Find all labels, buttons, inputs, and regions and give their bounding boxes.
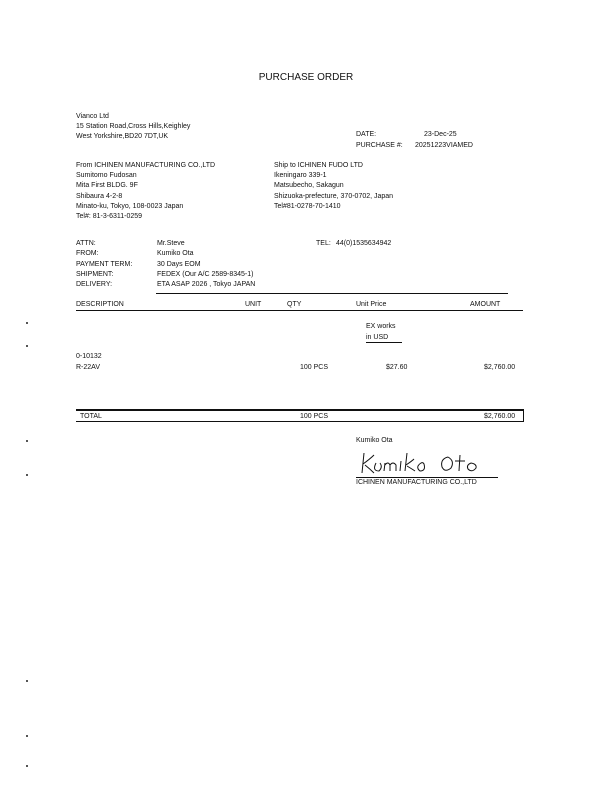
scan-speck <box>26 474 28 476</box>
from-line: Shibaura 4-2-8 <box>76 193 123 200</box>
total-right-edge <box>523 409 524 422</box>
shipment-label: SHIPMENT: <box>76 271 114 278</box>
ship-to-line: Ship to ICHINEN FUDO LTD <box>274 162 363 169</box>
ship-to-line: Shizuoka-prefecture, 370-0702, Japan <box>274 193 394 200</box>
ship-to-line: Matsubecho, Sakagun <box>274 182 344 189</box>
tel-label: TEL: <box>316 240 331 247</box>
header-bottom-rule <box>76 310 523 311</box>
scan-speck <box>26 440 28 442</box>
scan-speck <box>26 735 28 737</box>
currency-note: in USD <box>366 334 389 341</box>
from-line: From ICHINEN MANUFACTURING CO.,LTD <box>76 162 216 169</box>
total-label: TOTAL <box>80 413 102 420</box>
shipment-value: FEDEX (Our A/C 2589-8345-1) <box>157 271 254 278</box>
scan-speck <box>26 345 28 347</box>
date-label: DATE: <box>356 131 377 138</box>
attn-label: ATTN: <box>76 240 96 247</box>
ship-to-line: Tel#81-0278-70-1410 <box>274 203 341 210</box>
delivery-value: ETA ASAP 2026 , Tokyo JAPAN <box>157 281 256 288</box>
tel-value: 44(0)1535634942 <box>336 240 392 247</box>
table-top-rule <box>156 293 508 294</box>
from-line: Mita First BLDG. 9F <box>76 182 138 189</box>
total-bottom-rule <box>76 421 523 422</box>
item-amount: $2,760.00 <box>484 364 516 371</box>
payment-term-value: 30 Days EOM <box>157 261 201 268</box>
handwritten-signature <box>352 449 492 477</box>
total-qty: 100 PCS <box>300 413 329 420</box>
from-label: FROM: <box>76 250 99 257</box>
item-model: R-22AV <box>76 364 100 371</box>
signature-rule <box>356 477 498 478</box>
delivery-label: DELIVERY: <box>76 281 113 288</box>
currency-underline <box>366 342 402 343</box>
from-value: Kumiko Ota <box>157 250 194 257</box>
item-code: 0-10132 <box>76 353 102 360</box>
date-value: 23-Dec-25 <box>424 131 457 138</box>
total-amount: $2,760.00 <box>484 413 516 420</box>
ship-to-line: Ikeningaro 339-1 <box>274 172 327 179</box>
signer-company: ICHINEN MANUFACTURING CO.,LTD <box>356 479 477 486</box>
header-unit: UNIT <box>245 301 262 308</box>
buyer-address-line2: West Yorkshire,BD20 7DT,UK <box>76 133 169 140</box>
header-qty: QTY <box>287 301 302 308</box>
buyer-name: Vianco Ltd <box>76 113 109 120</box>
incoterm-note: EX works <box>366 323 396 330</box>
buyer-address-line1: 15 Station Road,Cross Hills,Keighley <box>76 123 191 130</box>
page-title: PURCHASE ORDER <box>258 72 354 83</box>
po-number-value: 20251223VIAMED <box>415 142 473 149</box>
item-unit-price: $27.60 <box>386 364 408 371</box>
from-line: Minato-ku, Tokyo, 108-0023 Japan <box>76 203 184 210</box>
payment-term-label: PAYMENT TERM: <box>76 261 133 268</box>
item-qty: 100 PCS <box>300 364 329 371</box>
from-line: Tel#: 81-3-6311-0259 <box>76 213 143 220</box>
scan-speck <box>26 322 28 324</box>
from-line: Sumitomo Fudosan <box>76 172 137 179</box>
scan-speck <box>26 680 28 682</box>
total-top-rule <box>76 409 523 411</box>
po-number-label: PURCHASE #: <box>356 142 403 149</box>
attn-value: Mr.Steve <box>157 240 185 247</box>
signer-name: Kumiko Ota <box>356 437 393 444</box>
scan-speck <box>26 765 28 767</box>
header-unit-price: Unit Price <box>356 301 387 308</box>
header-amount: AMOUNT <box>470 301 501 308</box>
header-description: DESCRIPTION <box>76 301 124 308</box>
